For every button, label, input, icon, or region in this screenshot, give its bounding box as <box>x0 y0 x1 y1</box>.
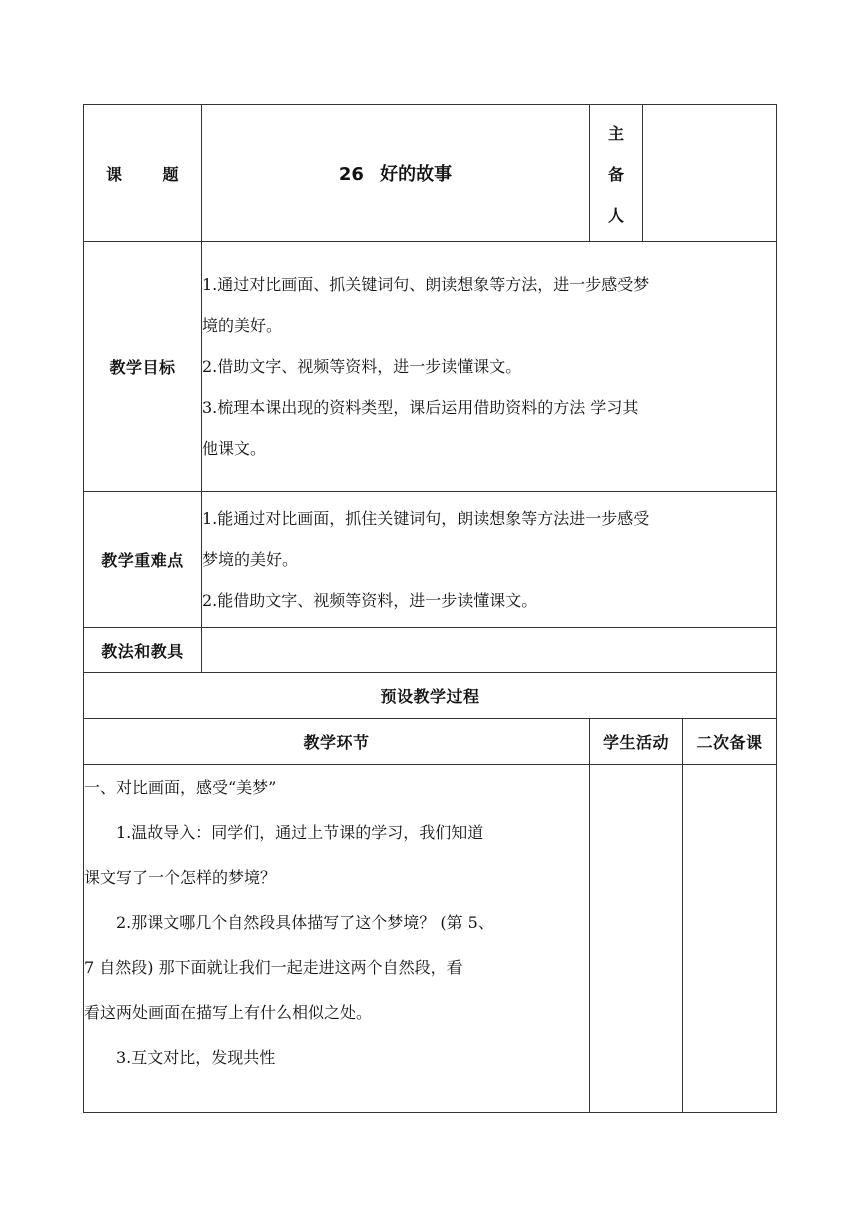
goals-label: 教学目标 <box>84 242 202 492</box>
key-points-label: 教学重难点 <box>84 492 202 628</box>
goals-line-2: 境的美好。 <box>202 316 283 335</box>
process-content <box>84 765 590 1113</box>
key-points-line-3: 2.能借助文字、视频等资料，进一步读懂课文。 <box>202 591 538 610</box>
goals-content <box>202 242 777 492</box>
student-activity-cell <box>590 765 683 1113</box>
process-line-2: 1.温故导入：同学们，通过上节课的学习，我们知道 <box>116 823 484 842</box>
process-line-1: 一、对比画面，感受“美梦” <box>84 778 277 797</box>
process-line-4: 2.那课文哪几个自然段具体描写了这个梦境？ (第 5、 <box>116 913 494 932</box>
topic-label-cell <box>84 105 202 242</box>
methods-value <box>202 628 777 673</box>
lesson-number: 26 <box>338 164 364 185</box>
methods-label: 教法和教具 <box>84 628 202 673</box>
methods-row <box>84 628 777 673</box>
topic-label-left: 课 <box>106 164 123 184</box>
key-points-line-1: 1.能通过对比画面，抓住关键词句，朗读想象等方法进一步感受 <box>202 509 650 528</box>
preparer-label-cell <box>590 105 643 242</box>
key-points-content <box>202 492 777 628</box>
topic-row <box>84 105 777 242</box>
preparer-label-char-2: 备 <box>607 164 624 184</box>
second-prep-cell <box>683 765 777 1113</box>
goals-line-1: 1.通过对比画面、抓关键词句、朗读想象等方法，进一步感受梦 <box>202 275 650 294</box>
lesson-title-cell <box>202 105 590 242</box>
col-student-header: 学生活动 <box>590 719 683 765</box>
lesson-plan-table <box>83 104 777 1113</box>
process-section-title: 预设教学过程 <box>84 673 777 719</box>
goals-line-3: 2.借助文字、视频等资料，进一步读懂课文。 <box>202 357 522 376</box>
key-points-line-2: 梦境的美好。 <box>202 550 299 569</box>
preparer-value-cell <box>643 105 777 242</box>
process-line-7: 3.互文对比，发现共性 <box>116 1048 276 1067</box>
goals-line-4: 3.梳理本课出现的资料类型，课后运用借助资料的方法 学习其 <box>202 398 639 417</box>
process-line-5: 7 自然段) 那下面就让我们一起走进这两个自然段，看 <box>84 958 463 977</box>
goals-row <box>84 242 777 492</box>
process-header-row <box>84 719 777 765</box>
topic-label-right: 题 <box>162 164 179 184</box>
process-line-6: 看这两处画面在描写上有什么相似之处。 <box>84 1003 373 1022</box>
key-points-row <box>84 492 777 628</box>
preparer-label-char-3: 人 <box>607 205 624 225</box>
lesson-title: 好的故事 <box>380 164 453 185</box>
preparer-label-char-1: 主 <box>607 123 624 143</box>
goals-line-5: 他课文。 <box>202 439 267 458</box>
process-body-row <box>84 765 777 1113</box>
col-teaching-header: 教学环节 <box>84 719 590 765</box>
process-line-3: 课文写了一个怎样的梦境？ <box>84 868 277 887</box>
col-second-header: 二次备课 <box>683 719 777 765</box>
process-title-row <box>84 673 777 719</box>
